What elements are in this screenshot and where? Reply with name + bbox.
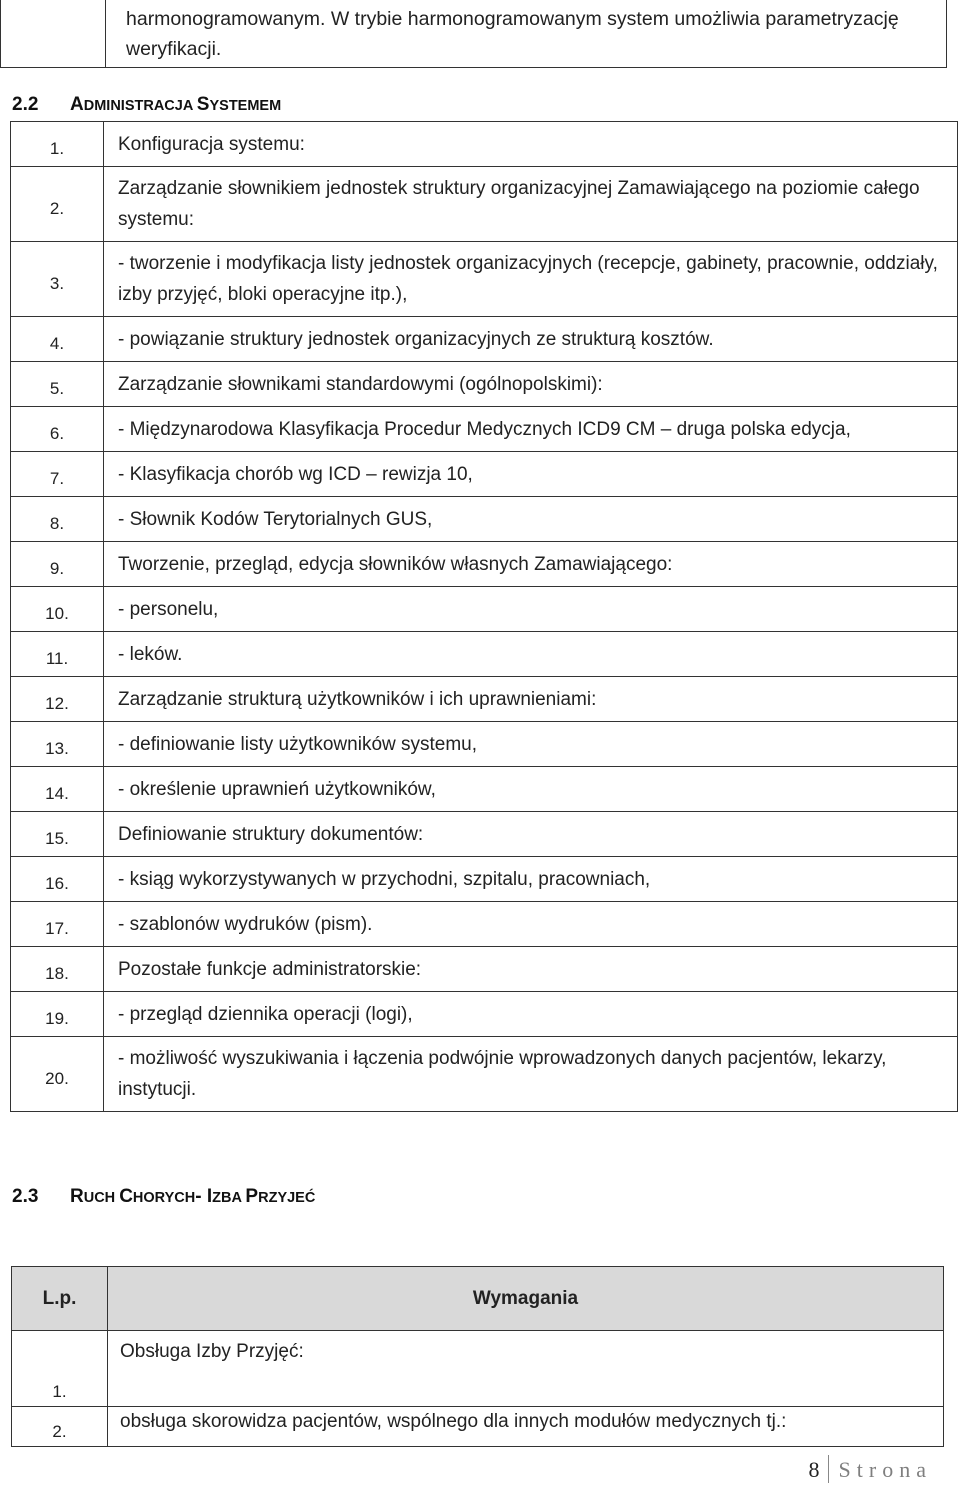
table-row (11, 677, 958, 722)
section-title-part: P (245, 1186, 259, 1207)
row-text: - powiązanie struktury jednostek organizacyjnych ze strukturą kosztów. (104, 317, 958, 362)
row-number: 9. (11, 542, 104, 587)
table-row (11, 1037, 958, 1112)
row-text: Tworzenie, przegląd, edycja słowników własnych Zamawiającego: (104, 542, 958, 587)
row-text: - personelu, (104, 587, 958, 632)
section-heading-2-3 (12, 1186, 315, 1208)
table-row (11, 992, 958, 1037)
row-text: - szablonów wydruków (pism). (104, 902, 958, 947)
row-text: Pozostałe funkcje administratorskie: (104, 947, 958, 992)
table-row (11, 542, 958, 587)
row-text: - ksiąg wykorzystywanych w przychodni, szpitalu, pracowniach, (104, 857, 958, 902)
continuation-table-row (0, 0, 947, 68)
row-number: 7. (11, 452, 104, 497)
table-row (11, 902, 958, 947)
section-title-part: S (196, 94, 210, 115)
row-text: - Słownik Kodów Terytorialnych GUS, (104, 497, 958, 542)
table-row (11, 407, 958, 452)
section-title-part: RZYJEĆ (258, 1190, 316, 1206)
row-number: 17. (11, 902, 104, 947)
section-title-part: HORYCH (132, 1190, 196, 1206)
row-text: Konfiguracja systemu: (104, 122, 958, 167)
row-number: 10. (11, 587, 104, 632)
table-row (11, 767, 958, 812)
row-number: 19. (11, 992, 104, 1037)
section-title-part: A (70, 94, 84, 115)
column-header-requirements: Wymagania (108, 1267, 944, 1331)
section-title-part: - (195, 1186, 207, 1207)
column-divider (105, 0, 106, 67)
table-row (11, 317, 958, 362)
section-title-part: I (206, 1186, 213, 1207)
row-number: 14. (11, 767, 104, 812)
section-heading-2-2 (12, 94, 281, 116)
table-row (12, 1331, 944, 1407)
table-row (11, 812, 958, 857)
row-number: 12. (11, 677, 104, 722)
row-number: 16. (11, 857, 104, 902)
row-text: - Klasyfikacja chorób wg ICD – rewizja 10, (104, 452, 958, 497)
row-number: 11. (11, 632, 104, 677)
row-text: - leków. (104, 632, 958, 677)
table-row (12, 1407, 944, 1447)
row-number: 2. (12, 1407, 108, 1447)
row-number: 1. (11, 122, 104, 167)
table-row (11, 587, 958, 632)
table-row (11, 722, 958, 767)
row-text: - tworzenie i modyfikacja listy jednostek organizacyjnych (recepcje, gabinety, pracownie, oddziały, izby przyjęć, bloki operacyjne itp.), (104, 242, 958, 317)
continuation-text: harmonogramowanym. W trybie harmonogramowanym system umożliwia parametryzację weryfikacji. (126, 8, 899, 60)
row-number: 18. (11, 947, 104, 992)
row-text: Obsługa Izby Przyjęć: (108, 1331, 944, 1407)
row-number: 5. (11, 362, 104, 407)
section-title-part: ZBA (212, 1190, 246, 1206)
row-text: - definiowanie listy użytkowników systemu, (104, 722, 958, 767)
footer-separator (828, 1455, 829, 1483)
row-text: - możliwość wyszukiwania i łączenia podwójnie wprowadzonych danych pacjentów, lekarzy, instytucji. (104, 1037, 958, 1112)
row-text: obsługa skorowidza pacjentów, wspólnego dla innych modułów medycznych tj.: (108, 1407, 944, 1447)
section-title-part: YSTEMEM (209, 98, 282, 114)
page-footer (809, 1455, 932, 1483)
row-number: 2. (11, 167, 104, 242)
row-number: 15. (11, 812, 104, 857)
section-number: 2.3 (12, 1186, 39, 1207)
column-header-lp: L.p. (12, 1267, 108, 1331)
requirements-table-2-3 (11, 1266, 944, 1447)
section-title-part: UCH (83, 1190, 120, 1206)
section-title-part: C (119, 1186, 133, 1207)
row-text: Zarządzanie słownikami standardowymi (ogólnopolskimi): (104, 362, 958, 407)
section-number: 2.2 (12, 94, 39, 115)
table-row (11, 242, 958, 317)
row-number: 3. (11, 242, 104, 317)
row-number: 4. (11, 317, 104, 362)
page-word: Strona (838, 1457, 932, 1482)
row-text: Zarządzanie słownikiem jednostek struktury organizacyjnej Zamawiającego na poziomie całego systemu: (104, 167, 958, 242)
row-text: - Międzynarodowa Klasyfikacja Procedur Medycznych ICD9 CM – druga polska edycja, (104, 407, 958, 452)
table-row (11, 857, 958, 902)
table-row (11, 947, 958, 992)
requirements-table-2-2 (10, 121, 958, 1112)
row-number: 20. (11, 1037, 104, 1112)
section-title-part: R (70, 1186, 84, 1207)
row-number: 1. (12, 1331, 108, 1407)
row-text: - określenie uprawnień użytkowników, (104, 767, 958, 812)
row-text: - przegląd dziennika operacji (logi), (104, 992, 958, 1037)
row-text: Definiowanie struktury dokumentów: (104, 812, 958, 857)
table-row (11, 632, 958, 677)
row-number: 6. (11, 407, 104, 452)
row-text: Zarządzanie strukturą użytkowników i ich uprawnieniami: (104, 677, 958, 722)
table-row (11, 167, 958, 242)
table-row (11, 362, 958, 407)
page-number: 8 (808, 1457, 820, 1482)
table-row (11, 122, 958, 167)
table-row (11, 452, 958, 497)
table-row (11, 497, 958, 542)
row-number: 8. (11, 497, 104, 542)
row-number: 13. (11, 722, 104, 767)
section-title-part: DMINISTRACJA (83, 98, 197, 114)
